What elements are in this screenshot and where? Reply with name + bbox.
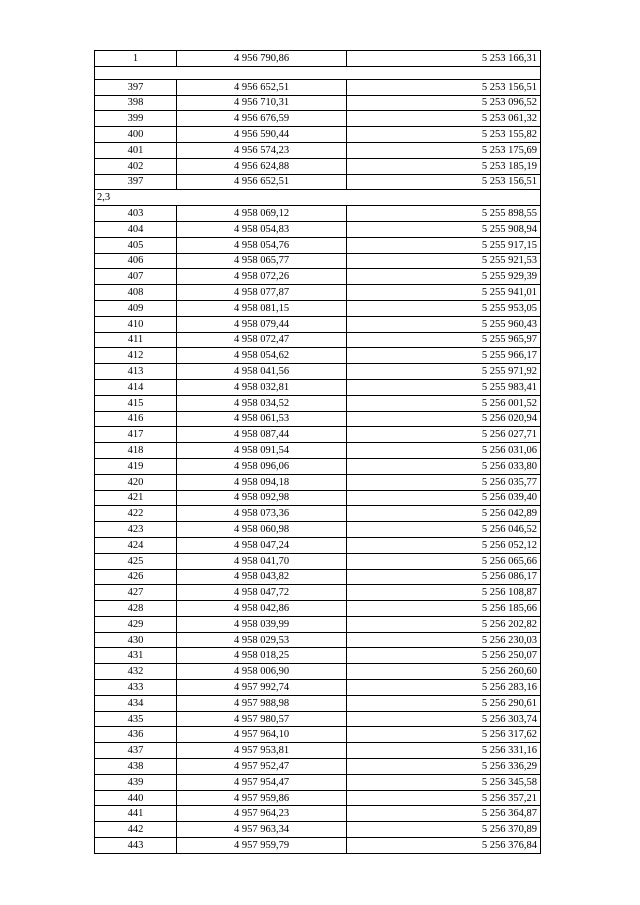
point-number-cell: 411 bbox=[95, 332, 177, 348]
point-number-cell: 418 bbox=[95, 443, 177, 459]
x-coordinate-cell: 4 958 029,53 bbox=[177, 632, 347, 648]
x-coordinate-cell: 4 958 034,52 bbox=[177, 395, 347, 411]
table-row bbox=[95, 759, 541, 775]
x-coordinate-cell: 4 956 624,88 bbox=[177, 158, 347, 174]
point-number-cell: 423 bbox=[95, 522, 177, 538]
table-row bbox=[95, 111, 541, 127]
x-coordinate-cell: 4 958 043,82 bbox=[177, 569, 347, 585]
table-row bbox=[95, 790, 541, 806]
coordinates-table bbox=[94, 50, 541, 854]
y-coordinate-cell: 5 256 260,60 bbox=[347, 664, 541, 680]
x-coordinate-cell: 4 956 652,51 bbox=[177, 79, 347, 95]
x-coordinate-cell: 4 957 952,47 bbox=[177, 759, 347, 775]
x-coordinate-cell: 4 958 054,62 bbox=[177, 348, 347, 364]
y-coordinate-cell: 5 253 156,51 bbox=[347, 174, 541, 190]
y-coordinate-cell: 5 256 031,06 bbox=[347, 443, 541, 459]
x-coordinate-cell: 4 957 953,81 bbox=[177, 743, 347, 759]
table-row bbox=[95, 51, 541, 67]
x-coordinate-cell: 4 958 094,18 bbox=[177, 474, 347, 490]
table-row bbox=[95, 664, 541, 680]
y-coordinate-cell: 5 256 001,52 bbox=[347, 395, 541, 411]
table-row bbox=[95, 206, 541, 222]
y-coordinate-cell: 5 253 096,52 bbox=[347, 95, 541, 111]
x-coordinate-cell: 4 958 042,86 bbox=[177, 601, 347, 617]
y-coordinate-cell: 5 256 108,87 bbox=[347, 585, 541, 601]
x-coordinate-cell: 4 958 041,56 bbox=[177, 364, 347, 380]
point-number-cell: 397 bbox=[95, 79, 177, 95]
x-coordinate-cell: 4 958 065,77 bbox=[177, 253, 347, 269]
table-row bbox=[95, 506, 541, 522]
x-coordinate-cell: 4 958 054,83 bbox=[177, 221, 347, 237]
table-row bbox=[95, 474, 541, 490]
y-coordinate-cell: 5 253 175,69 bbox=[347, 142, 541, 158]
x-coordinate-cell: 4 958 047,72 bbox=[177, 585, 347, 601]
point-number-cell: 428 bbox=[95, 601, 177, 617]
x-coordinate-cell: 4 957 959,86 bbox=[177, 790, 347, 806]
y-coordinate-cell: 5 253 061,32 bbox=[347, 111, 541, 127]
y-coordinate-cell: 5 256 039,40 bbox=[347, 490, 541, 506]
blank-cell bbox=[95, 66, 541, 79]
x-coordinate-cell: 4 958 018,25 bbox=[177, 648, 347, 664]
x-coordinate-cell: 4 957 959,79 bbox=[177, 838, 347, 854]
point-number-cell: 419 bbox=[95, 458, 177, 474]
y-coordinate-cell: 5 255 971,92 bbox=[347, 364, 541, 380]
x-coordinate-cell: 4 958 073,36 bbox=[177, 506, 347, 522]
y-coordinate-cell: 5 256 317,62 bbox=[347, 727, 541, 743]
section-label: 2,3 bbox=[95, 190, 541, 206]
table-row bbox=[95, 648, 541, 664]
y-coordinate-cell: 5 256 364,87 bbox=[347, 806, 541, 822]
point-number-cell: 425 bbox=[95, 553, 177, 569]
x-coordinate-cell: 4 958 039,99 bbox=[177, 616, 347, 632]
point-number-cell: 439 bbox=[95, 774, 177, 790]
y-coordinate-cell: 5 256 052,12 bbox=[347, 537, 541, 553]
table-row bbox=[95, 632, 541, 648]
x-coordinate-cell: 4 958 060,98 bbox=[177, 522, 347, 538]
point-number-cell: 413 bbox=[95, 364, 177, 380]
y-coordinate-cell: 5 256 033,80 bbox=[347, 458, 541, 474]
y-coordinate-cell: 5 255 941,01 bbox=[347, 285, 541, 301]
x-coordinate-cell: 4 958 006,90 bbox=[177, 664, 347, 680]
point-number-cell: 414 bbox=[95, 379, 177, 395]
table-row bbox=[95, 285, 541, 301]
table-row bbox=[95, 253, 541, 269]
x-coordinate-cell: 4 957 980,57 bbox=[177, 711, 347, 727]
x-coordinate-cell: 4 957 963,34 bbox=[177, 822, 347, 838]
table-row bbox=[95, 127, 541, 143]
point-number-cell: 437 bbox=[95, 743, 177, 759]
table-row bbox=[95, 616, 541, 632]
y-coordinate-cell: 5 253 155,82 bbox=[347, 127, 541, 143]
y-coordinate-cell: 5 256 331,16 bbox=[347, 743, 541, 759]
y-coordinate-cell: 5 256 046,52 bbox=[347, 522, 541, 538]
table-row bbox=[95, 158, 541, 174]
x-coordinate-cell: 4 956 590,44 bbox=[177, 127, 347, 143]
y-coordinate-cell: 5 256 336,29 bbox=[347, 759, 541, 775]
y-coordinate-cell: 5 255 921,53 bbox=[347, 253, 541, 269]
y-coordinate-cell: 5 256 376,84 bbox=[347, 838, 541, 854]
table-row bbox=[95, 300, 541, 316]
x-coordinate-cell: 4 958 096,06 bbox=[177, 458, 347, 474]
y-coordinate-cell: 5 256 035,77 bbox=[347, 474, 541, 490]
x-coordinate-cell: 4 958 047,24 bbox=[177, 537, 347, 553]
y-coordinate-cell: 5 255 929,39 bbox=[347, 269, 541, 285]
point-number-cell: 431 bbox=[95, 648, 177, 664]
x-coordinate-cell: 4 958 081,15 bbox=[177, 300, 347, 316]
x-coordinate-cell: 4 956 710,31 bbox=[177, 95, 347, 111]
point-number-cell: 398 bbox=[95, 95, 177, 111]
table-row bbox=[95, 680, 541, 696]
table-row bbox=[95, 348, 541, 364]
point-number-cell: 399 bbox=[95, 111, 177, 127]
table-row bbox=[95, 79, 541, 95]
table-row-blank bbox=[95, 66, 541, 79]
table-row bbox=[95, 221, 541, 237]
table-row bbox=[95, 569, 541, 585]
y-coordinate-cell: 5 253 156,51 bbox=[347, 79, 541, 95]
table-row bbox=[95, 411, 541, 427]
x-coordinate-cell: 4 957 964,10 bbox=[177, 727, 347, 743]
point-number-cell: 433 bbox=[95, 680, 177, 696]
x-coordinate-cell: 4 958 072,26 bbox=[177, 269, 347, 285]
x-coordinate-cell: 4 958 079,44 bbox=[177, 316, 347, 332]
point-number-cell: 397 bbox=[95, 174, 177, 190]
point-number-cell: 438 bbox=[95, 759, 177, 775]
table-row bbox=[95, 522, 541, 538]
x-coordinate-cell: 4 958 092,98 bbox=[177, 490, 347, 506]
y-coordinate-cell: 5 256 283,16 bbox=[347, 680, 541, 696]
x-coordinate-cell: 4 958 032,81 bbox=[177, 379, 347, 395]
point-number-cell: 417 bbox=[95, 427, 177, 443]
table-row bbox=[95, 95, 541, 111]
table-row bbox=[95, 443, 541, 459]
y-coordinate-cell: 5 256 027,71 bbox=[347, 427, 541, 443]
x-coordinate-cell: 4 958 041,70 bbox=[177, 553, 347, 569]
table-row bbox=[95, 601, 541, 617]
point-number-cell: 402 bbox=[95, 158, 177, 174]
point-number-cell: 434 bbox=[95, 695, 177, 711]
x-coordinate-cell: 4 956 676,59 bbox=[177, 111, 347, 127]
table-row bbox=[95, 727, 541, 743]
x-coordinate-cell: 4 956 574,23 bbox=[177, 142, 347, 158]
table-row bbox=[95, 316, 541, 332]
point-number-cell: 405 bbox=[95, 237, 177, 253]
point-number-cell: 415 bbox=[95, 395, 177, 411]
y-coordinate-cell: 5 253 185,19 bbox=[347, 158, 541, 174]
y-coordinate-cell: 5 256 250,07 bbox=[347, 648, 541, 664]
y-coordinate-cell: 5 256 357,21 bbox=[347, 790, 541, 806]
point-number-cell: 422 bbox=[95, 506, 177, 522]
x-coordinate-cell: 4 956 652,51 bbox=[177, 174, 347, 190]
point-number-cell: 420 bbox=[95, 474, 177, 490]
y-coordinate-cell: 5 256 230,03 bbox=[347, 632, 541, 648]
table-row bbox=[95, 806, 541, 822]
table-row bbox=[95, 458, 541, 474]
x-coordinate-cell: 4 957 992,74 bbox=[177, 680, 347, 696]
point-number-cell: 407 bbox=[95, 269, 177, 285]
y-coordinate-cell: 5 256 345,58 bbox=[347, 774, 541, 790]
table-row bbox=[95, 585, 541, 601]
coordinates-table-body bbox=[95, 51, 541, 854]
point-number-cell: 404 bbox=[95, 221, 177, 237]
point-number-cell: 442 bbox=[95, 822, 177, 838]
y-coordinate-cell: 5 255 966,17 bbox=[347, 348, 541, 364]
point-number-cell: 1 bbox=[95, 51, 177, 67]
table-row bbox=[95, 142, 541, 158]
table-row bbox=[95, 427, 541, 443]
y-coordinate-cell: 5 255 917,15 bbox=[347, 237, 541, 253]
y-coordinate-cell: 5 256 370,89 bbox=[347, 822, 541, 838]
point-number-cell: 403 bbox=[95, 206, 177, 222]
x-coordinate-cell: 4 957 964,23 bbox=[177, 806, 347, 822]
point-number-cell: 416 bbox=[95, 411, 177, 427]
point-number-cell: 400 bbox=[95, 127, 177, 143]
table-row bbox=[95, 490, 541, 506]
point-number-cell: 412 bbox=[95, 348, 177, 364]
point-number-cell: 427 bbox=[95, 585, 177, 601]
table-row bbox=[95, 838, 541, 854]
y-coordinate-cell: 5 256 065,66 bbox=[347, 553, 541, 569]
point-number-cell: 426 bbox=[95, 569, 177, 585]
point-number-cell: 424 bbox=[95, 537, 177, 553]
point-number-cell: 406 bbox=[95, 253, 177, 269]
x-coordinate-cell: 4 958 054,76 bbox=[177, 237, 347, 253]
point-number-cell: 436 bbox=[95, 727, 177, 743]
y-coordinate-cell: 5 256 042,89 bbox=[347, 506, 541, 522]
point-number-cell: 441 bbox=[95, 806, 177, 822]
point-number-cell: 408 bbox=[95, 285, 177, 301]
table-row bbox=[95, 237, 541, 253]
table-row bbox=[95, 364, 541, 380]
table-row-section bbox=[95, 190, 541, 206]
x-coordinate-cell: 4 956 790,86 bbox=[177, 51, 347, 67]
y-coordinate-cell: 5 255 898,55 bbox=[347, 206, 541, 222]
table-row bbox=[95, 174, 541, 190]
point-number-cell: 401 bbox=[95, 142, 177, 158]
y-coordinate-cell: 5 255 960,43 bbox=[347, 316, 541, 332]
table-row bbox=[95, 822, 541, 838]
table-row bbox=[95, 269, 541, 285]
y-coordinate-cell: 5 255 983,41 bbox=[347, 379, 541, 395]
point-number-cell: 421 bbox=[95, 490, 177, 506]
table-row bbox=[95, 711, 541, 727]
x-coordinate-cell: 4 958 091,54 bbox=[177, 443, 347, 459]
point-number-cell: 435 bbox=[95, 711, 177, 727]
x-coordinate-cell: 4 958 069,12 bbox=[177, 206, 347, 222]
point-number-cell: 429 bbox=[95, 616, 177, 632]
table-row bbox=[95, 695, 541, 711]
x-coordinate-cell: 4 958 087,44 bbox=[177, 427, 347, 443]
y-coordinate-cell: 5 256 086,17 bbox=[347, 569, 541, 585]
y-coordinate-cell: 5 256 303,74 bbox=[347, 711, 541, 727]
x-coordinate-cell: 4 957 988,98 bbox=[177, 695, 347, 711]
table-row bbox=[95, 553, 541, 569]
y-coordinate-cell: 5 255 953,05 bbox=[347, 300, 541, 316]
point-number-cell: 409 bbox=[95, 300, 177, 316]
y-coordinate-cell: 5 256 202,82 bbox=[347, 616, 541, 632]
point-number-cell: 410 bbox=[95, 316, 177, 332]
y-coordinate-cell: 5 256 290,61 bbox=[347, 695, 541, 711]
table-row bbox=[95, 379, 541, 395]
y-coordinate-cell: 5 255 965,97 bbox=[347, 332, 541, 348]
point-number-cell: 440 bbox=[95, 790, 177, 806]
table-row bbox=[95, 743, 541, 759]
point-number-cell: 443 bbox=[95, 838, 177, 854]
table-row bbox=[95, 774, 541, 790]
x-coordinate-cell: 4 958 061,53 bbox=[177, 411, 347, 427]
x-coordinate-cell: 4 958 072,47 bbox=[177, 332, 347, 348]
table-row bbox=[95, 395, 541, 411]
point-number-cell: 432 bbox=[95, 664, 177, 680]
y-coordinate-cell: 5 255 908,94 bbox=[347, 221, 541, 237]
x-coordinate-cell: 4 958 077,87 bbox=[177, 285, 347, 301]
y-coordinate-cell: 5 256 185,66 bbox=[347, 601, 541, 617]
x-coordinate-cell: 4 957 954,47 bbox=[177, 774, 347, 790]
y-coordinate-cell: 5 253 166,31 bbox=[347, 51, 541, 67]
table-row bbox=[95, 332, 541, 348]
point-number-cell: 430 bbox=[95, 632, 177, 648]
table-row bbox=[95, 537, 541, 553]
y-coordinate-cell: 5 256 020,94 bbox=[347, 411, 541, 427]
